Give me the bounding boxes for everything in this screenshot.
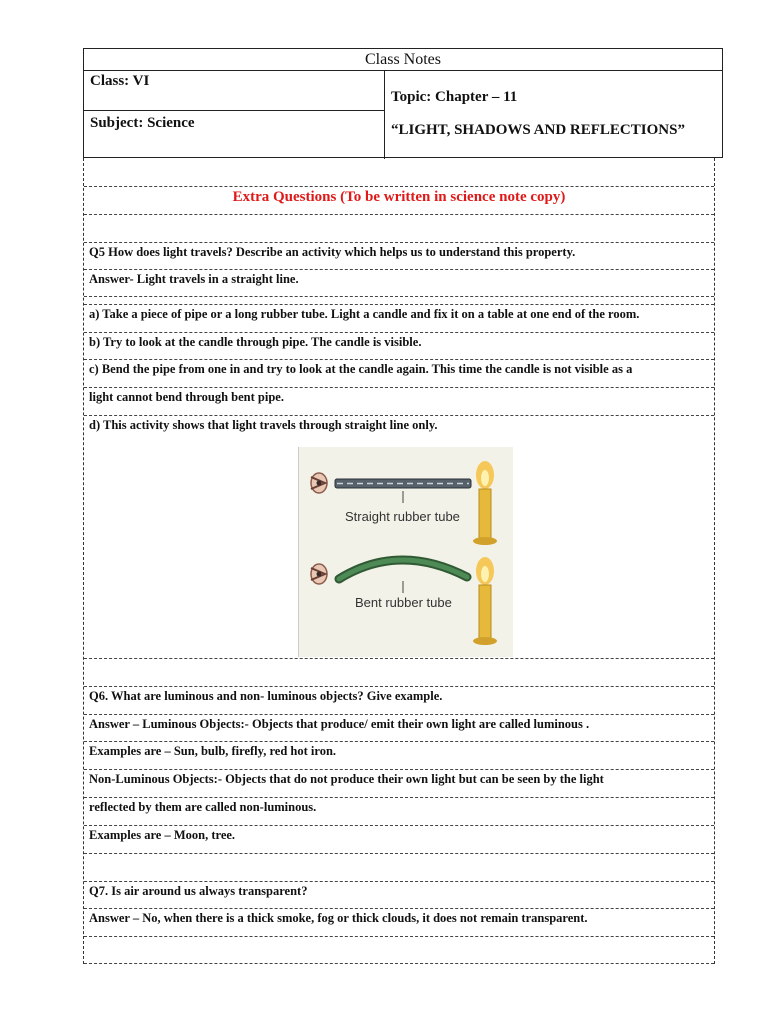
subject-label: Subject: Science	[90, 115, 195, 131]
rule-line	[84, 825, 714, 826]
caption-straight-tube: Straight rubber tube	[345, 509, 460, 524]
step-c-continued: light cannot bend through bent pipe.	[89, 390, 284, 404]
caption-bent-tube: Bent rubber tube	[355, 595, 452, 610]
class-label: Class: VI	[84, 71, 384, 111]
rule-line	[84, 769, 714, 770]
step-d: d) This activity shows that light travels through straight line only.	[89, 418, 438, 432]
rubber-tube-figure	[298, 447, 513, 657]
rule-line	[84, 853, 714, 854]
candle-icon	[473, 557, 497, 645]
answer-line: Answer- Light travels in a straight line.	[89, 272, 299, 286]
rule-line	[84, 415, 714, 416]
rule-line	[84, 714, 714, 715]
rule-line	[84, 214, 714, 215]
topic-label: Topic: Chapter – 11	[391, 89, 518, 105]
step-c: c) Bend the pipe from one in and try to look at the candle again. This time the candle is not visible as a	[89, 362, 633, 376]
figure-illustration	[299, 447, 513, 657]
rule-line	[84, 797, 714, 798]
rule-line	[84, 741, 714, 742]
examples-line: Examples are – Sun, bulb, firefly, red hot iron.	[89, 744, 337, 758]
step-b: b) Try to look at the candle through pipe. The candle is visible.	[89, 335, 422, 349]
answer-line: Non-Luminous Objects:- Objects that do not produce their own light but can be seen by the light	[89, 772, 604, 786]
section-heading: Extra Questions (To be written in science note copy)	[232, 189, 566, 205]
rule-line	[84, 686, 714, 687]
step-a: a) Take a piece of pipe or a long rubber tube. Light a candle and fix it on a table at one end of the room.	[89, 307, 640, 321]
header-left-cell	[84, 71, 385, 159]
page-title: Class Notes	[84, 49, 722, 71]
rule-line	[84, 936, 714, 937]
rule-line	[84, 242, 714, 243]
rule-line	[84, 359, 714, 360]
answer-line: Answer – Luminous Objects:- Objects that produce/ emit their own light are called luminous .	[89, 717, 590, 731]
rule-line	[84, 304, 714, 305]
rule-line	[84, 296, 714, 297]
header-table	[83, 48, 723, 158]
question-q5: Q5 How does light travels? Describe an activity which helps us to understand this property.	[89, 245, 576, 259]
rule-line	[84, 658, 714, 659]
rule-line	[84, 269, 714, 270]
question-q6: Q6. What are luminous and non- luminous objects? Give example.	[89, 689, 443, 703]
eye-icon	[311, 473, 327, 493]
examples-line: Examples are – Moon, tree.	[89, 828, 236, 842]
answer-line: Answer – No, when there is a thick smoke, fog or thick clouds, it does not remain transparent.	[89, 911, 588, 925]
header-right-cell	[385, 71, 722, 159]
rule-line	[84, 186, 714, 187]
candle-icon	[473, 461, 497, 545]
rule-line	[84, 332, 714, 333]
topic-name: “LIGHT, SHADOWS AND REFLECTIONS”	[391, 122, 685, 138]
answer-line: reflected by them are called non-luminous.	[89, 800, 317, 814]
question-q7: Q7. Is air around us always transparent?	[89, 884, 308, 898]
rule-line	[84, 881, 714, 882]
rule-line	[84, 963, 714, 964]
rule-line	[84, 387, 714, 388]
rule-line	[84, 908, 714, 909]
eye-icon	[311, 564, 327, 584]
